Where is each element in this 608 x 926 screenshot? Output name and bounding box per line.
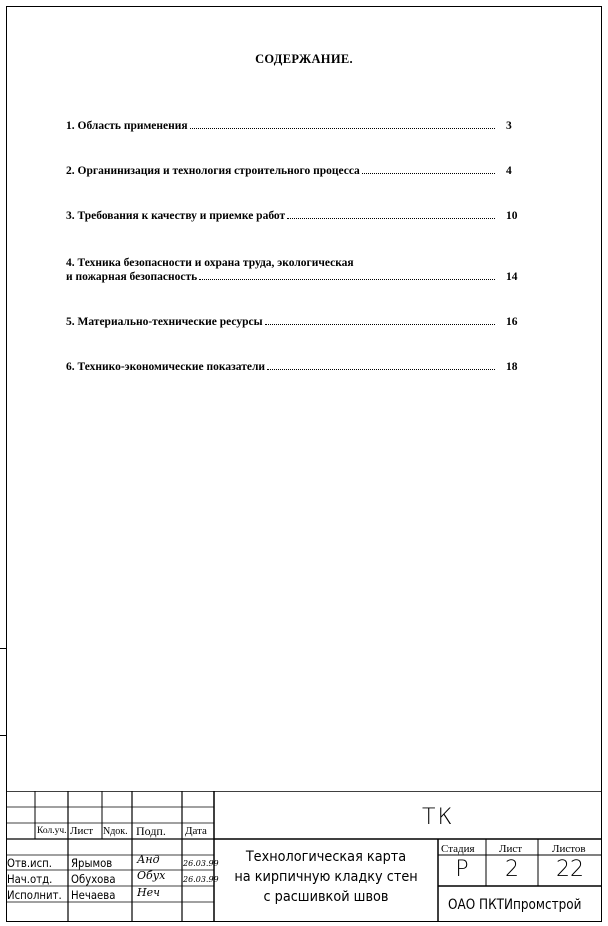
signature-mark: Обух bbox=[137, 869, 166, 882]
document-title-line: на кирпичную кладку стен bbox=[234, 869, 418, 885]
signature-mark: Неч bbox=[137, 886, 160, 899]
document-title-line: Технологическая карта bbox=[245, 849, 407, 865]
role-label: Отв.исп. bbox=[7, 856, 53, 870]
sheet-frame bbox=[6, 6, 602, 922]
toc-item-text: 2. Органинизация и технология строительного процесса bbox=[66, 165, 360, 177]
toc-item-text: 5. Материально-технические ресурсы bbox=[66, 316, 263, 328]
header-sheets-total: Листов bbox=[552, 843, 586, 855]
stage-value: Р bbox=[455, 857, 469, 882]
toc-item-1 bbox=[66, 119, 522, 133]
person-name: Ярымов bbox=[71, 856, 113, 870]
toc-leader-dots bbox=[190, 128, 495, 129]
sheet-number: 2 bbox=[505, 857, 519, 882]
header-stage: Стадия bbox=[441, 843, 475, 855]
role-label: Исполнит. bbox=[7, 888, 62, 902]
toc-leader-dots bbox=[199, 279, 495, 280]
header-date: Дата bbox=[185, 825, 207, 837]
toc-item-text: 1. Область применения bbox=[66, 120, 188, 132]
document-title bbox=[221, 847, 431, 907]
toc-item-page: 16 bbox=[506, 316, 518, 328]
toc-item-page: 14 bbox=[506, 271, 518, 283]
toc-leader-dots bbox=[267, 369, 495, 370]
document-title-line: с расшивкой швов bbox=[263, 889, 389, 905]
header-signature: Подп. bbox=[136, 824, 166, 838]
toc-item-6 bbox=[66, 360, 522, 374]
sign-date: 26.03.99 bbox=[183, 875, 219, 884]
toc-item-text: 6. Технико-экономические показатели bbox=[66, 361, 266, 373]
header-sheet-no: Лист bbox=[499, 843, 523, 855]
toc-item-page: 3 bbox=[506, 120, 512, 132]
toc-item-5 bbox=[66, 315, 522, 329]
person-name: Нечаева bbox=[71, 888, 116, 902]
toc-item-3 bbox=[66, 209, 522, 223]
toc-item-page: 18 bbox=[506, 361, 518, 373]
person-name: Обухова bbox=[71, 872, 116, 886]
document-code: ТК bbox=[422, 805, 455, 830]
sheets-total: 22 bbox=[556, 857, 584, 882]
header-doc-no: Nдок. bbox=[103, 826, 128, 837]
margin-mark bbox=[0, 648, 6, 649]
header-sheet: Лист bbox=[70, 825, 94, 837]
toc-leader-dots bbox=[362, 173, 495, 174]
header-qty: Кол.уч. bbox=[37, 826, 67, 836]
toc-item-page: 10 bbox=[506, 210, 518, 222]
toc-item-text: и пожарная безопасность bbox=[66, 271, 198, 283]
margin-mark bbox=[0, 735, 6, 736]
sign-date: 26.03.99 bbox=[183, 859, 219, 868]
toc-item-text-line1: 4. Техника безопасности и охрана труда, экологическая bbox=[66, 257, 354, 269]
toc-leader-dots bbox=[265, 324, 495, 325]
toc-title: СОДЕРЖАНИЕ. bbox=[255, 52, 353, 66]
toc-item-page: 4 bbox=[506, 165, 512, 177]
signature-mark: Анд bbox=[137, 853, 160, 866]
title-block bbox=[6, 791, 602, 922]
organization-name: ОАО ПКТИпромстрой bbox=[448, 897, 582, 913]
role-label: Нач.отд. bbox=[7, 872, 53, 886]
toc-item-2 bbox=[66, 164, 522, 178]
toc-leader-dots bbox=[287, 218, 495, 219]
toc-item-4 bbox=[66, 256, 522, 284]
toc-item-text: 3. Требования к качеству и приемке работ bbox=[66, 210, 286, 222]
